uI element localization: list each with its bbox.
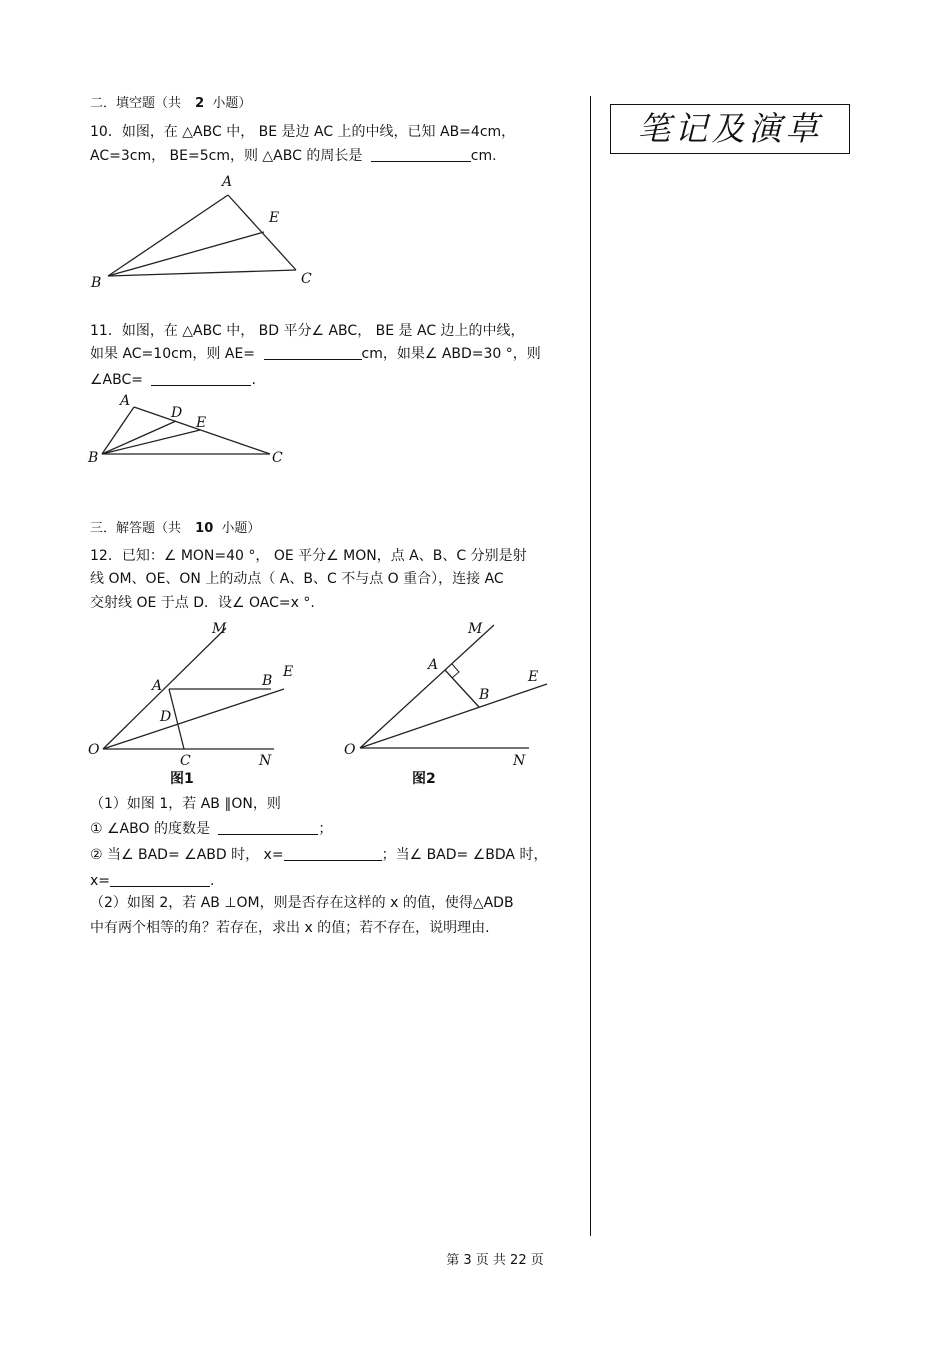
q10-line1: 10．如图，在 △ABC 中， BE 是边 AC 上的中线，已知 AB=4cm， xyxy=(90,124,516,140)
figure-q11 xyxy=(86,392,296,470)
page-footer: 第 3 页 共 22 页 xyxy=(446,1253,544,1268)
label-b: B xyxy=(262,673,273,689)
q11-abc-blank[interactable] xyxy=(151,371,251,386)
label-a: A xyxy=(120,393,131,409)
label-m: M xyxy=(468,621,483,637)
q12-abo-blank[interactable] xyxy=(218,820,318,835)
q11-line1: 11．如图，在 △ABC 中， BD 平分∠ ABC， BE 是 AC 边上的中线， xyxy=(90,323,525,339)
label-n: N xyxy=(513,753,526,769)
segment-ab xyxy=(445,670,479,707)
figure-q10 xyxy=(88,170,328,290)
label-o: O xyxy=(344,742,356,758)
q11-line3: ∠ABC= . xyxy=(90,372,256,388)
label-b: B xyxy=(91,275,102,290)
label-c: C xyxy=(272,450,283,466)
label-c: C xyxy=(301,271,312,287)
q12-part1: （1）如图 1，若 AB ∥ON，则 xyxy=(90,796,281,812)
q12-line1: 12．已知：∠ MON=40 °， OE 平分∠ MON，点 A、B、C 分别是射 xyxy=(90,548,527,564)
label-m: M xyxy=(212,621,227,637)
figure-caption-1: 图1 xyxy=(170,771,194,787)
q10-line2: AC=3cm， BE=5cm，则 △ABC 的周长是 cm. xyxy=(90,148,497,164)
column-divider xyxy=(590,96,591,1236)
notes-title-box xyxy=(610,104,850,154)
label-a: A xyxy=(222,174,233,190)
label-e: E xyxy=(283,664,294,680)
right-angle-mark xyxy=(452,664,459,678)
segment-be xyxy=(102,430,200,454)
q11-ae-blank[interactable] xyxy=(264,345,362,360)
label-e: E xyxy=(528,669,539,685)
q12-part2-line1: （2）如图 2，若 AB ⊥OM，则是否存在这样的 x 的值，使得△ADB xyxy=(90,895,514,911)
q12-part1-b: ② 当∠ BAD= ∠ABD 时， x= ；当∠ BAD= ∠BDA 时， xyxy=(90,847,548,863)
q12-line2: 线 OM、OE、ON 上的动点（ A、B、C 不与点 O 重合），连接 AC xyxy=(90,571,504,587)
label-n: N xyxy=(259,753,272,769)
q12-part1-c: x= . xyxy=(90,873,215,889)
section-fill-heading: 二．填空题（共 2 小题） xyxy=(90,96,252,111)
section-answer-heading: 三．解答题（共 10 小题） xyxy=(90,521,261,536)
figure-12-1 xyxy=(86,615,306,790)
label-b: B xyxy=(479,687,490,703)
label-a: A xyxy=(428,657,439,673)
segment-bc xyxy=(108,270,296,276)
figure-12-2 xyxy=(342,615,567,790)
label-d: D xyxy=(160,709,172,725)
q12-part1-a: ① ∠ABO 的度数是 ； xyxy=(90,821,333,837)
label-o: O xyxy=(88,742,100,758)
notes-title: 笔记及演草 xyxy=(637,109,823,148)
label-c: C xyxy=(180,753,191,769)
label-d: D xyxy=(171,405,183,421)
label-e: E xyxy=(196,415,207,431)
label-e: E xyxy=(269,210,280,226)
q12-x1-blank[interactable] xyxy=(284,846,382,861)
figure-caption-2: 图2 xyxy=(412,771,436,787)
q12-line3: 交射线 OE 于点 D．设∠ OAC=x °. xyxy=(90,595,315,611)
ray-oe xyxy=(360,684,547,748)
q11-line2: 如果 AC=10cm，则 AE= cm，如果∠ ABD=30 °，则 xyxy=(90,346,541,362)
q12-part2-line2: 中有两个相等的角？若存在，求出 x 的值；若不存在，说明理由. xyxy=(90,920,490,936)
ray-om xyxy=(360,625,494,748)
segment-be xyxy=(108,232,264,276)
q12-x2-blank[interactable] xyxy=(110,872,210,887)
segment-ac xyxy=(169,689,184,749)
label-b: B xyxy=(88,450,99,466)
ray-oe xyxy=(103,689,284,749)
q10-answer-blank[interactable] xyxy=(371,147,471,162)
label-a: A xyxy=(152,678,163,694)
segment-ab xyxy=(108,195,228,276)
